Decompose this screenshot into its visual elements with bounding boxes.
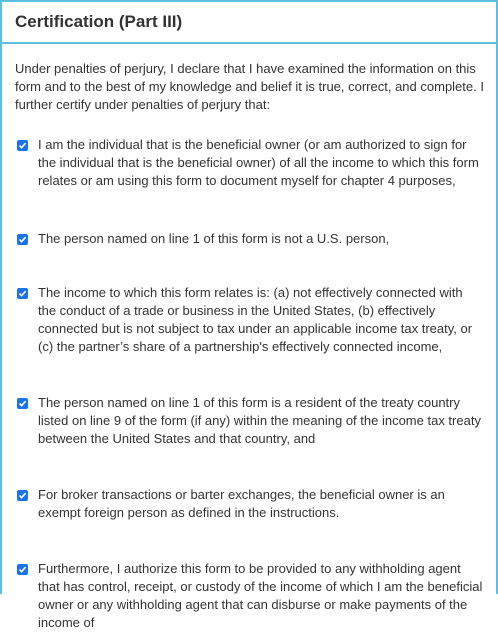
checkbox-checked-icon[interactable] [17,398,28,409]
certification-item-text: I am the individual that is the beneficial owner (or am authorized to sign for the individual that is the beneficial owner) of all the income to which this form relates or am using this form to document myself for chapter 4 purposes, [38,137,479,188]
section-title: Certification (Part III) [15,12,183,31]
certification-item-4 [15,394,484,448]
certification-item-3 [15,284,484,356]
panel-header [2,2,496,44]
checkbox-checked-icon[interactable] [17,564,28,575]
checkbox-checked-icon[interactable] [17,288,28,299]
panel-body [2,44,496,632]
certification-item-2 [15,230,484,248]
checkbox-checked-icon[interactable] [17,140,28,151]
intro-text: Under penalties of perjury, I declare that I have examined the information on this form and to the best of my knowledge and belief it is true, correct, and complete. I further certify under penalties of perjury that: [15,61,484,112]
certification-item-text: The person named on line 1 of this form is a resident of the treaty country listed on line 9 of the form (if any) within the meaning of the income tax treaty between the United States and that country, and [38,395,481,446]
certification-item-text: Furthermore, I authorize this form to be provided to any withholding agent that has control, receipt, or custody of the income of which I am the beneficial owner or any withholding agent that can disburse or make payments of the income of [38,561,483,630]
certification-item-text: For broker transactions or barter exchanges, the beneficial owner is an exempt foreign person as defined in the instructions. [38,487,445,520]
certification-item-text: The person named on line 1 of this form is not a U.S. person, [38,231,390,246]
checkbox-checked-icon[interactable] [17,234,28,245]
certification-item-5 [15,486,484,522]
certification-item-1 [15,136,484,190]
checkbox-checked-icon[interactable] [17,490,28,501]
certification-item-6 [15,560,484,632]
certification-item-text: The income to which this form relates is: (a) not effectively connected with the conduct of a trade or business in the United States, (b) effectively connected but is not subject to tax under an applicable income tax treaty, or (c) the partner’s share of a partnership's effectively connected income, [38,285,473,354]
